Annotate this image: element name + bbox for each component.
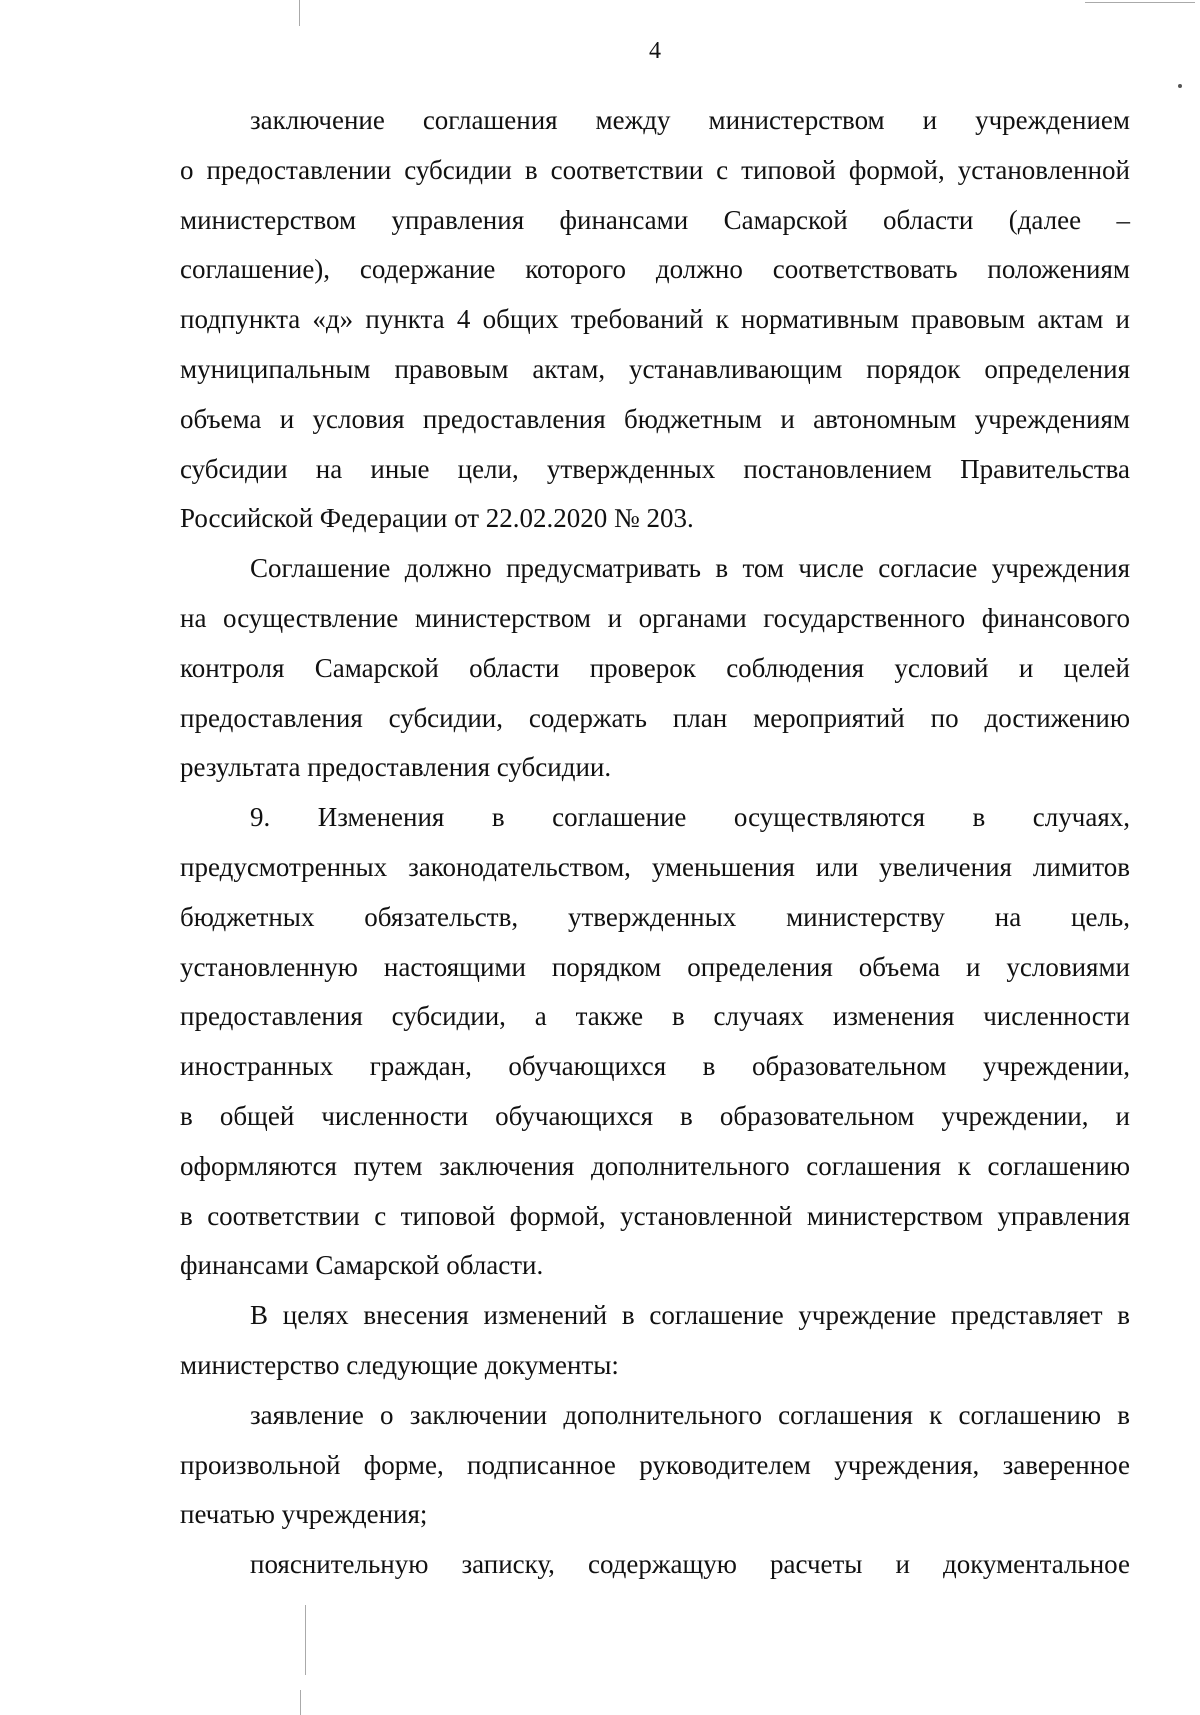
document-body bbox=[180, 96, 1130, 1590]
text-line: печатью учреждения; bbox=[180, 1499, 428, 1530]
text-line: заключение соглашения между министерством и учреждением bbox=[250, 105, 1130, 135]
text-line: заявление о заключении дополнительного соглашения к соглашению в bbox=[250, 1399, 1130, 1430]
text-line: результата предоставления субсидии. bbox=[180, 752, 612, 783]
text-line: о предоставлении субсидии в соответствии с типовой формой, установленной bbox=[180, 154, 1130, 185]
text-line: установленную настоящими порядком определения объема и условиями bbox=[180, 951, 1130, 982]
text-line: иностранных граждан, обучающихся в образовательном учреждении, bbox=[180, 1051, 1130, 1082]
text-line: объема и условия предоставления бюджетным и автономным учреждениям bbox=[180, 403, 1130, 434]
text-line: предоставления субсидии, содержать план мероприятий по достижению bbox=[180, 702, 1130, 733]
text-line: бюджетных обязательств, утвержденных министерству на цель, bbox=[180, 901, 1130, 932]
text-line: на осуществление министерством и органами государственного финансового bbox=[180, 602, 1130, 633]
text-line: соглашение), содержание которого должно соответствовать положениям bbox=[180, 254, 1130, 285]
text-line: оформляются путем заключения дополнительного соглашения к соглашению bbox=[180, 1150, 1130, 1181]
text-line: в соответствии с типовой формой, установленной министерством управления bbox=[180, 1200, 1130, 1231]
text-line: 9. Изменения в соглашение осуществляются в случаях, bbox=[250, 802, 1130, 833]
text-line: произвольной форме, подписанное руководителем учреждения, заверенное bbox=[180, 1449, 1130, 1480]
text-line: субсидии на иные цели, утвержденных постановлением Правительства bbox=[180, 453, 1130, 484]
text-line: финансами Самарской области. bbox=[180, 1250, 544, 1281]
text-line: министерством управления финансами Самарской области (далее – bbox=[180, 204, 1130, 235]
text-line: подпункта «д» пункта 4 общих требований к нормативным правовым актам и bbox=[180, 304, 1130, 335]
text-line: пояснительную записку, содержащую расчеты и документальное bbox=[250, 1549, 1130, 1580]
text-line: Соглашение должно предусматривать в том числе согласие учреждения bbox=[250, 553, 1130, 584]
text-line: министерство следующие документы: bbox=[180, 1349, 619, 1380]
text-line: предусмотренных законодательством, уменьшения или увеличения лимитов bbox=[180, 851, 1130, 882]
scan-artifact bbox=[299, 0, 300, 26]
text-line: контроля Самарской области проверок соблюдения условий и целей bbox=[180, 652, 1130, 683]
text-line: предоставления субсидии, а также в случаях изменения численности bbox=[180, 1001, 1130, 1032]
scan-artifact bbox=[305, 1605, 306, 1675]
scan-artifact bbox=[300, 1690, 301, 1715]
text-line: в общей численности обучающихся в образовательном учреждении, и bbox=[180, 1100, 1130, 1131]
text-line: В целях внесения изменений в соглашение учреждение представляет в bbox=[250, 1300, 1130, 1331]
text-line: Российской Федерации от 22.02.2020 № 203. bbox=[180, 503, 694, 534]
scan-artifact bbox=[1085, 2, 1195, 3]
page-number: 4 bbox=[649, 38, 661, 64]
text-line: муниципальным правовым актам, устанавливающим порядок определения bbox=[180, 353, 1130, 384]
scan-artifact bbox=[1178, 84, 1182, 88]
